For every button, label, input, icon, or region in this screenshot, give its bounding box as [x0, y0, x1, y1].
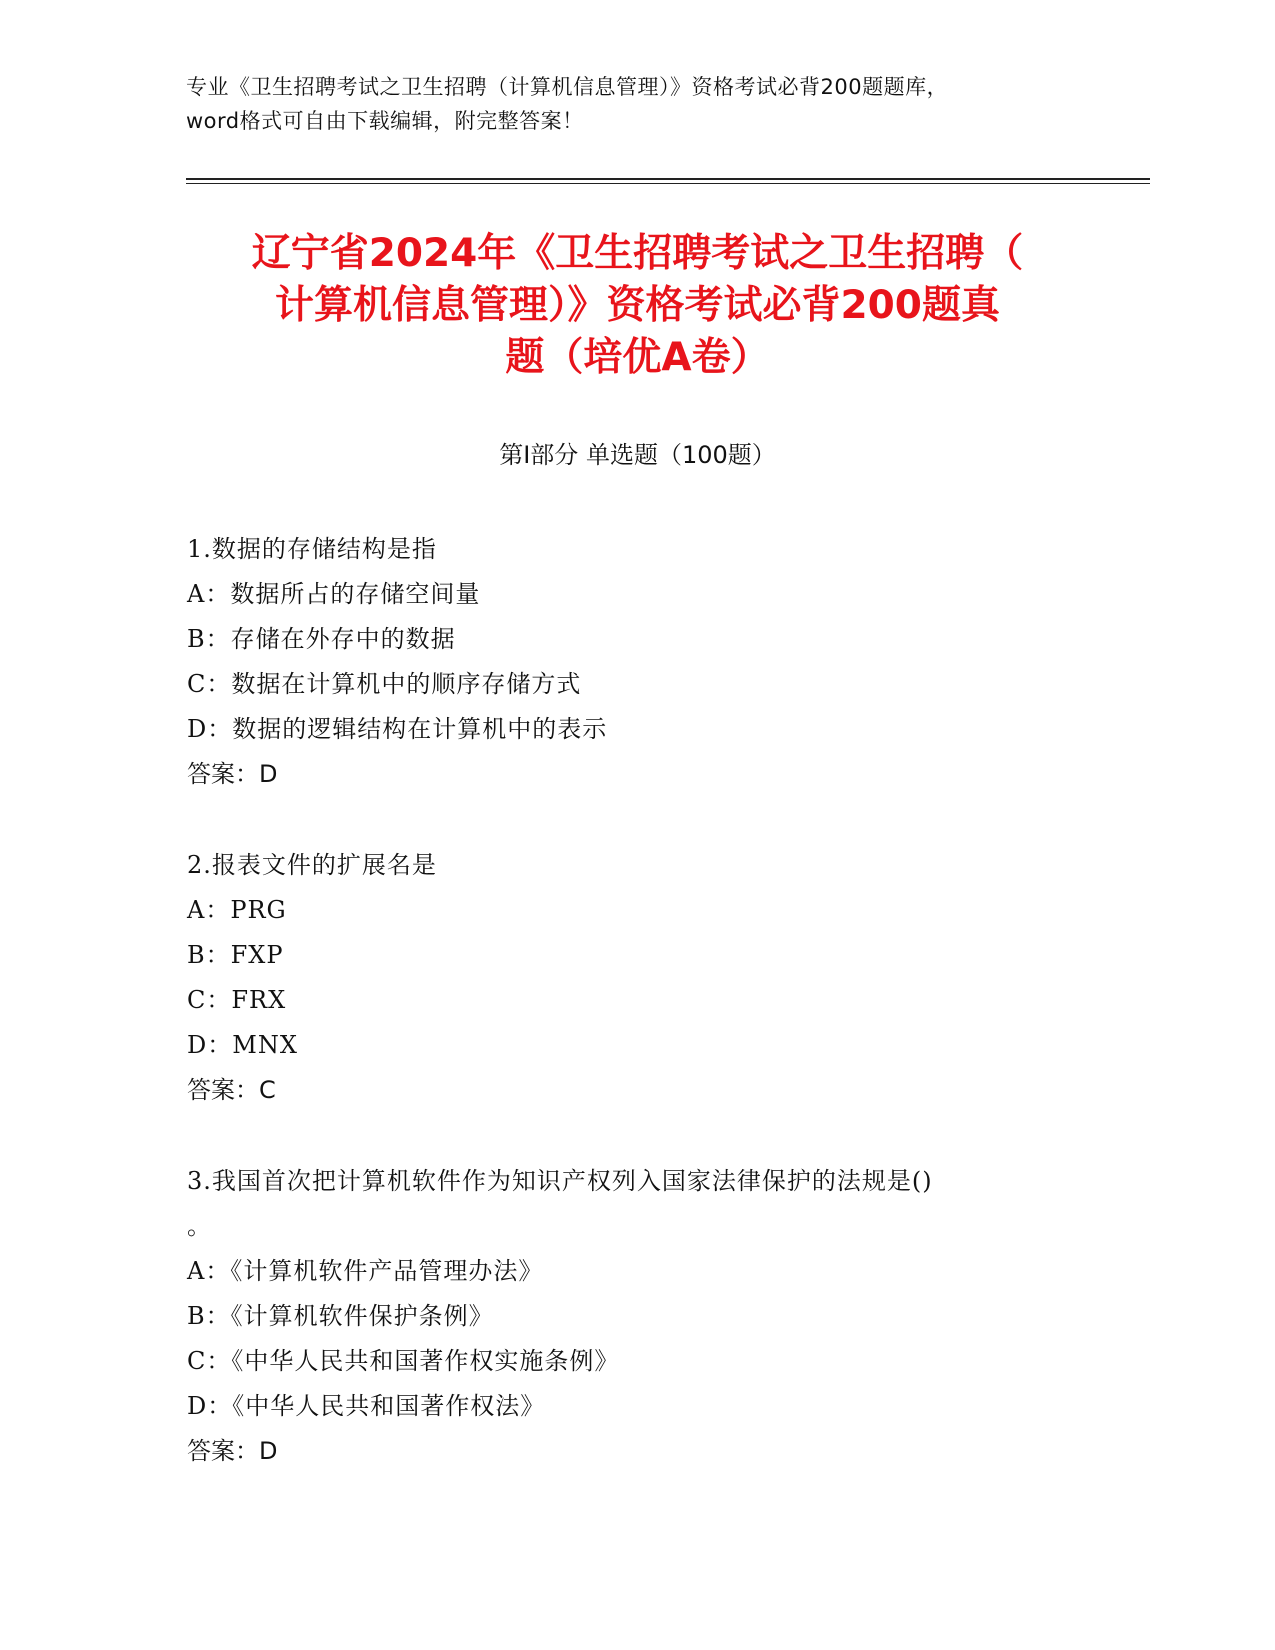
question-stem-continuation: 。: [187, 1212, 212, 1240]
question-stem: 2.报表文件的扩展名是: [187, 851, 437, 879]
option-c: C：《中华人民共和国著作权实施条例》: [187, 1347, 620, 1375]
option-d: D：《中华人民共和国著作权法》: [187, 1392, 546, 1420]
document-intro: [186, 70, 1086, 138]
answer: 答案：D: [187, 760, 278, 788]
option-a: A：PRG: [187, 896, 287, 924]
question-list: [187, 527, 1087, 1520]
question-2: [187, 843, 1087, 1113]
option-b: B：《计算机软件保护条例》: [187, 1302, 494, 1330]
option-c: C：数据在计算机中的顺序存储方式: [187, 670, 582, 698]
title-line-3: 题（培优A卷）: [505, 335, 770, 380]
question-3: [187, 1159, 1087, 1474]
option-c: C：FRX: [187, 986, 287, 1014]
document-title: [150, 228, 1125, 384]
intro-line-2: word格式可自由下载编辑，附完整答案！: [186, 109, 584, 133]
question-1: [187, 527, 1087, 797]
question-stem: 3.我国首次把计算机软件作为知识产权列入国家法律保护的法规是(): [187, 1167, 933, 1195]
section-heading: 第Ⅰ部分 单选题（100题）: [499, 441, 776, 469]
option-a: A：数据所占的存储空间量: [187, 580, 481, 608]
option-a: A：《计算机软件产品管理办法》: [187, 1257, 544, 1285]
title-line-1: 辽宁省2024年《卫生招聘考试之卫生招聘（: [251, 231, 1024, 276]
option-b: B：存储在外存中的数据: [187, 625, 456, 653]
title-line-2: 计算机信息管理）》资格考试必背200题真: [275, 283, 1000, 328]
answer: 答案：C: [187, 1076, 276, 1104]
option-b: B：FXP: [187, 941, 284, 969]
option-d: D：数据的逻辑结构在计算机中的表示: [187, 715, 608, 743]
intro-line-1: 专业《卫生招聘考试之卫生招聘（计算机信息管理）》资格考试必背200题题库，: [186, 75, 949, 99]
header-divider-thin: [186, 183, 1150, 184]
question-stem: 1.数据的存储结构是指: [187, 535, 437, 563]
header-divider-thick: [186, 178, 1150, 180]
answer: 答案：D: [187, 1437, 278, 1465]
option-d: D：MNX: [187, 1031, 298, 1059]
